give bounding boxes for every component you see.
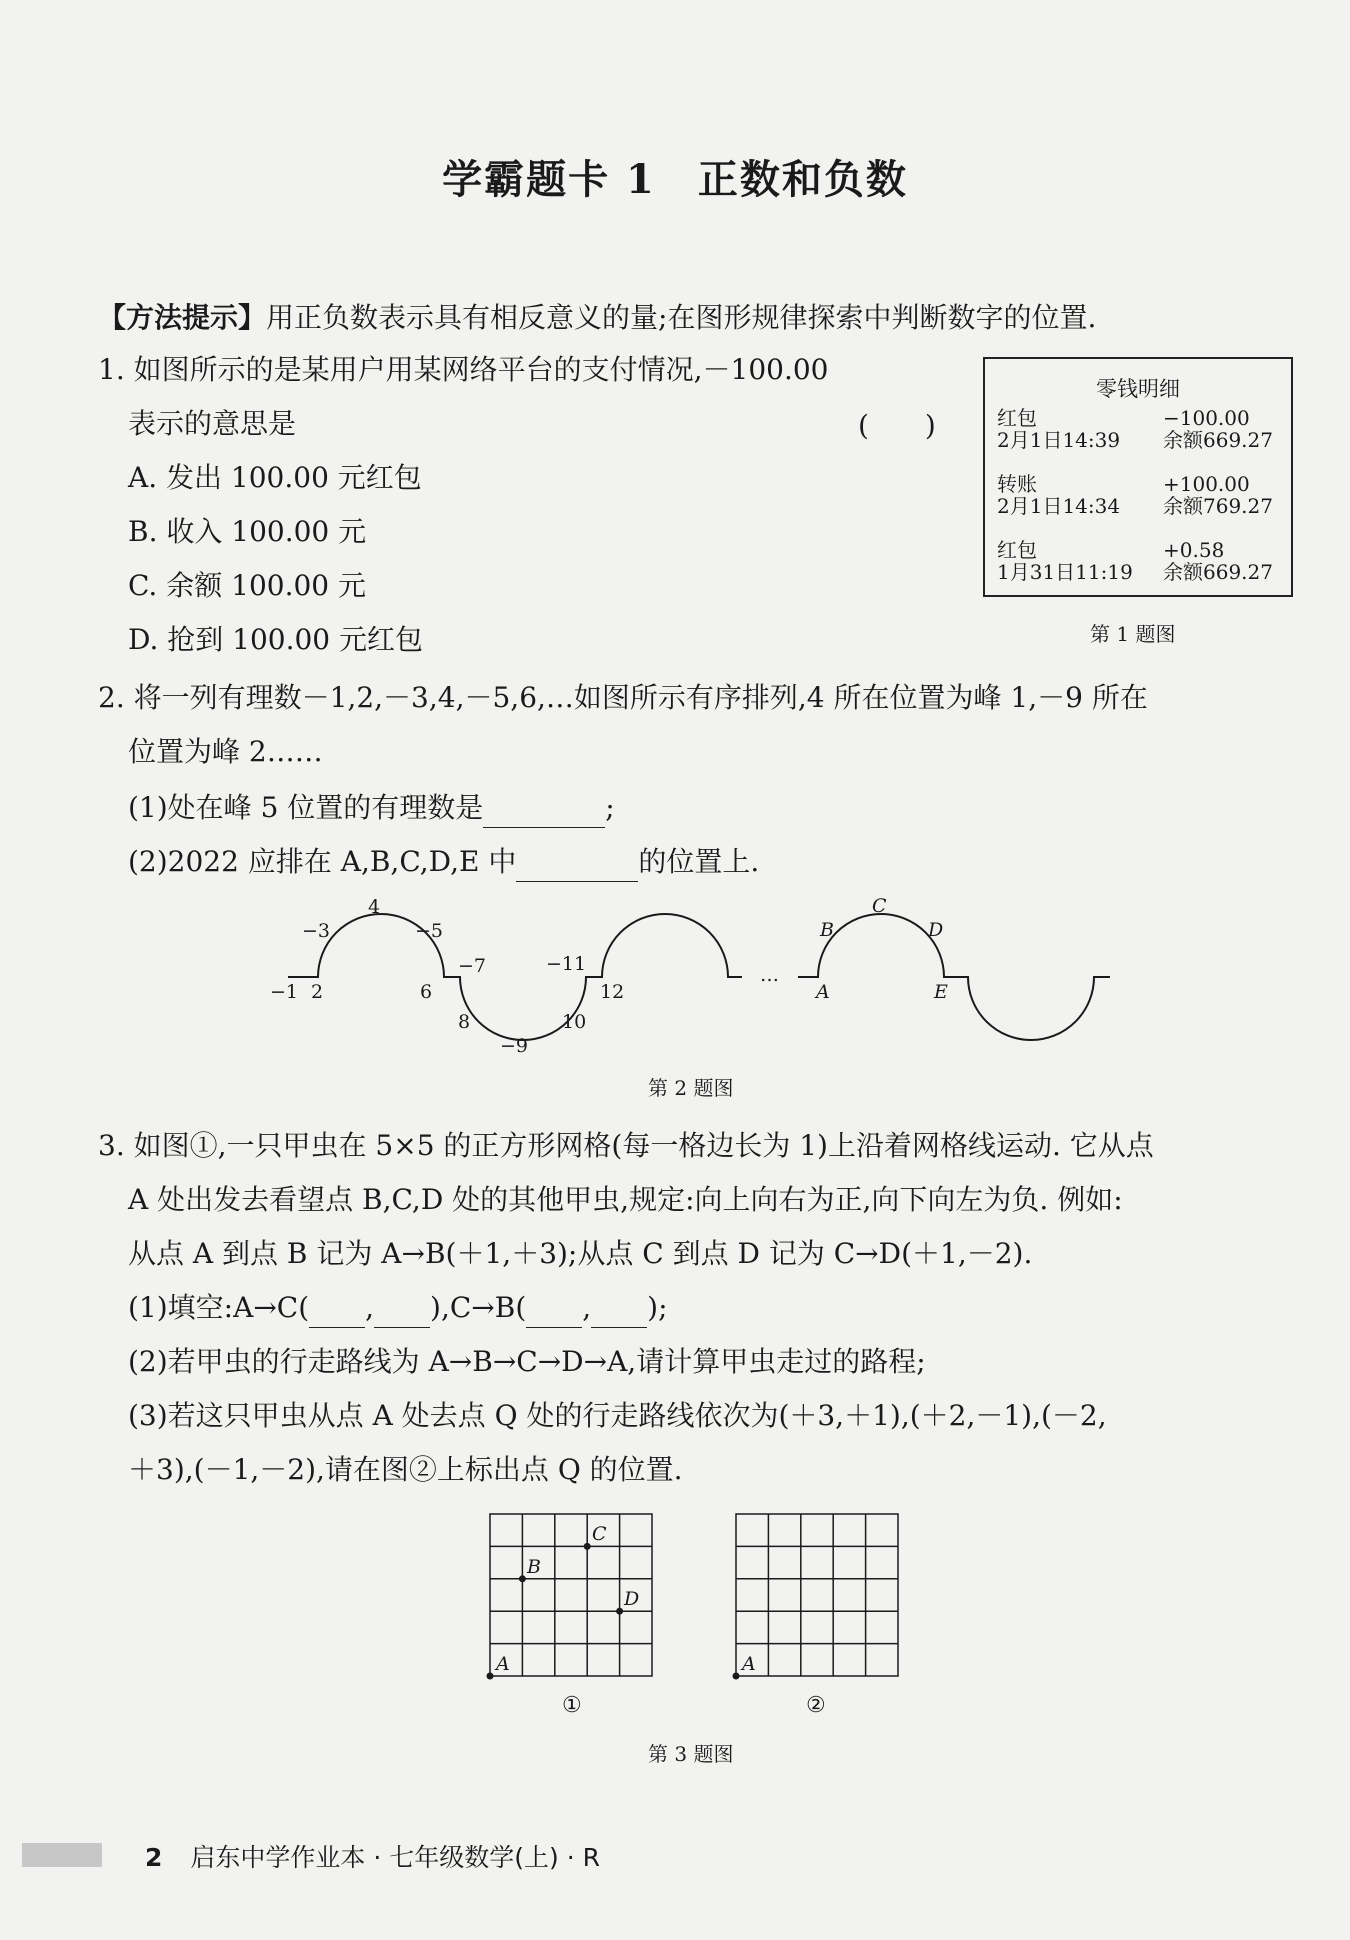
q3-part1-d: ,	[582, 1291, 592, 1324]
q1-option-a: A. 发出 100.00 元红包	[128, 461, 422, 494]
q2-part2-end: 的位置上.	[638, 845, 760, 878]
method-tip-text: 用正负数表示具有相反意义的量;在图形规律探索中判断数字的位置.	[266, 301, 1097, 334]
entry-2-type: 转账	[997, 472, 1037, 496]
label-n9: −9	[500, 1035, 529, 1057]
q3-blank-1[interactable]	[309, 1297, 365, 1328]
entry-1-amount: −100.00	[1163, 406, 1250, 430]
q3-part1-a: (1)填空:A→C(	[128, 1291, 310, 1324]
q2-line2: 位置为峰 2……	[128, 735, 323, 768]
grid2-point-a	[733, 1673, 740, 1680]
grid1-label-d: D	[624, 1588, 640, 1610]
label-n11: −11	[546, 953, 587, 975]
q3-line1: 3. 如图①,一只甲虫在 5×5 的正方形网格(每一格边长为 1)上沿着网格线运动. 它从点	[98, 1129, 1154, 1162]
grid2-label-a: A	[742, 1653, 756, 1675]
q3-figure-caption: 第 3 题图	[648, 1742, 734, 1766]
entry-3-amount: +0.58	[1163, 538, 1225, 562]
q2-line1: 2. 将一列有理数－1,2,－3,4,－5,6,…如图所示有序排列,4 所在位置为峰 1,－9 所在	[98, 681, 1148, 714]
q2-part2-blank[interactable]	[516, 851, 638, 882]
entry-2-balance: 余额769.27	[1163, 494, 1273, 518]
wave-path-1	[288, 914, 742, 1040]
q3-line3: 从点 A 到点 B 记为 A→B(＋1,＋3);从点 C 到点 D 记为 C→D(＋1,－2).	[128, 1237, 1033, 1270]
q2-part1	[128, 788, 615, 828]
q3-blank-3[interactable]	[526, 1297, 582, 1328]
q3-grid-figures	[480, 1500, 920, 1720]
q3-part3-line2: ＋3),(－1,－2),请在图②上标出点 Q 的位置.	[128, 1453, 683, 1486]
footer-bar	[22, 1843, 102, 1867]
q3-part1-c: ),C→B(	[430, 1291, 527, 1324]
q2-part1-blank[interactable]	[483, 797, 605, 828]
method-tip	[98, 298, 1096, 338]
q1-option-d: D. 抢到 100.00 元红包	[128, 623, 424, 656]
grid1-point-b	[519, 1575, 526, 1582]
grid1-point-d	[616, 1608, 623, 1615]
q3-part1-e: );	[647, 1291, 668, 1324]
q2-part1-text: (1)处在峰 5 位置的有理数是	[128, 791, 484, 824]
page-title: 学霸题卡 1 正数和负数	[442, 156, 908, 203]
grid1-number: ①	[562, 1693, 582, 1718]
grid1-point-a	[487, 1673, 494, 1680]
label-dots: …	[760, 964, 779, 986]
q3-part1	[128, 1288, 668, 1328]
q3-part3-line1: (3)若这只甲虫从点 A 处去点 Q 处的行走路线依次为(＋3,＋1),(＋2,－1),(－2,	[128, 1399, 1107, 1432]
label-n6: 6	[420, 981, 433, 1003]
footer	[145, 1838, 600, 1874]
label-n8: 8	[458, 1011, 471, 1033]
q1-answer-paren: ( )	[858, 409, 936, 442]
label-n2: 2	[311, 981, 324, 1003]
grid1-label-b: B	[527, 1556, 541, 1578]
method-tip-tag: 【方法提示】	[98, 301, 267, 334]
q3-part1-b: ,	[365, 1291, 375, 1324]
q2-figure-caption: 第 2 题图	[648, 1076, 734, 1100]
q3-part2: (2)若甲虫的行走路线为 A→B→C→D→A,请计算甲虫走过的路程;	[128, 1345, 926, 1378]
entry-2-time: 2月1日14:34	[997, 494, 1121, 518]
grid1-label-c: C	[592, 1523, 607, 1545]
wallet-detail-box	[983, 357, 1293, 597]
label-n5: −5	[415, 920, 444, 942]
grid1-label-a: A	[496, 1653, 510, 1675]
q1-option-b: B. 收入 100.00 元	[128, 515, 367, 548]
q3-line2: A 处出发去看望点 B,C,D 处的其他甲虫,规定:向上向右为正,向下向左为负. 例如:	[128, 1183, 1123, 1216]
label-n3: −3	[302, 920, 331, 942]
label-point-c: C	[872, 895, 887, 917]
entry-1-balance: 余额669.27	[1163, 428, 1273, 452]
q2-part2-text: (2)2022 应排在 A,B,C,D,E 中	[128, 845, 517, 878]
page-number: 2	[145, 1843, 163, 1872]
q2-part1-end: ;	[605, 791, 615, 824]
entry-2-amount: +100.00	[1163, 472, 1250, 496]
label-n10: 10	[562, 1011, 587, 1033]
label-n4: 4	[368, 896, 381, 918]
entry-1-time: 2月1日14:39	[997, 428, 1121, 452]
entry-3-type: 红包	[997, 538, 1037, 562]
wallet-detail-title: 零钱明细	[1096, 377, 1180, 401]
label-n12: 12	[600, 981, 625, 1003]
label-point-d: D	[928, 919, 944, 941]
label-point-b: B	[820, 919, 834, 941]
label-n7: −7	[458, 955, 487, 977]
q2-part2	[128, 842, 759, 882]
entry-1-type: 红包	[997, 406, 1037, 430]
q2-wave-figure	[0, 880, 1350, 1060]
grid1-point-c	[584, 1543, 591, 1550]
grid-2	[736, 1514, 898, 1676]
q1-figure-caption: 第 1 题图	[1090, 622, 1176, 646]
q1-line2: 表示的意思是	[128, 407, 297, 440]
label-point-e: E	[934, 981, 948, 1003]
q1-line1: 1. 如图所示的是某用户用某网络平台的支付情况,－100.00	[98, 353, 829, 386]
q3-blank-4[interactable]	[591, 1297, 647, 1328]
grid2-number: ②	[806, 1693, 826, 1718]
book-title: 启东中学作业本 · 七年级数学(上) · R	[190, 1843, 600, 1872]
entry-3-balance: 余额669.27	[1163, 560, 1273, 584]
q3-blank-2[interactable]	[374, 1297, 430, 1328]
q1-option-c: C. 余额 100.00 元	[128, 569, 367, 602]
entry-3-time: 1月31日11:19	[997, 560, 1133, 584]
wave-path-2	[798, 914, 1110, 1040]
label-point-a: A	[816, 981, 830, 1003]
label-n1: −1	[270, 981, 299, 1003]
